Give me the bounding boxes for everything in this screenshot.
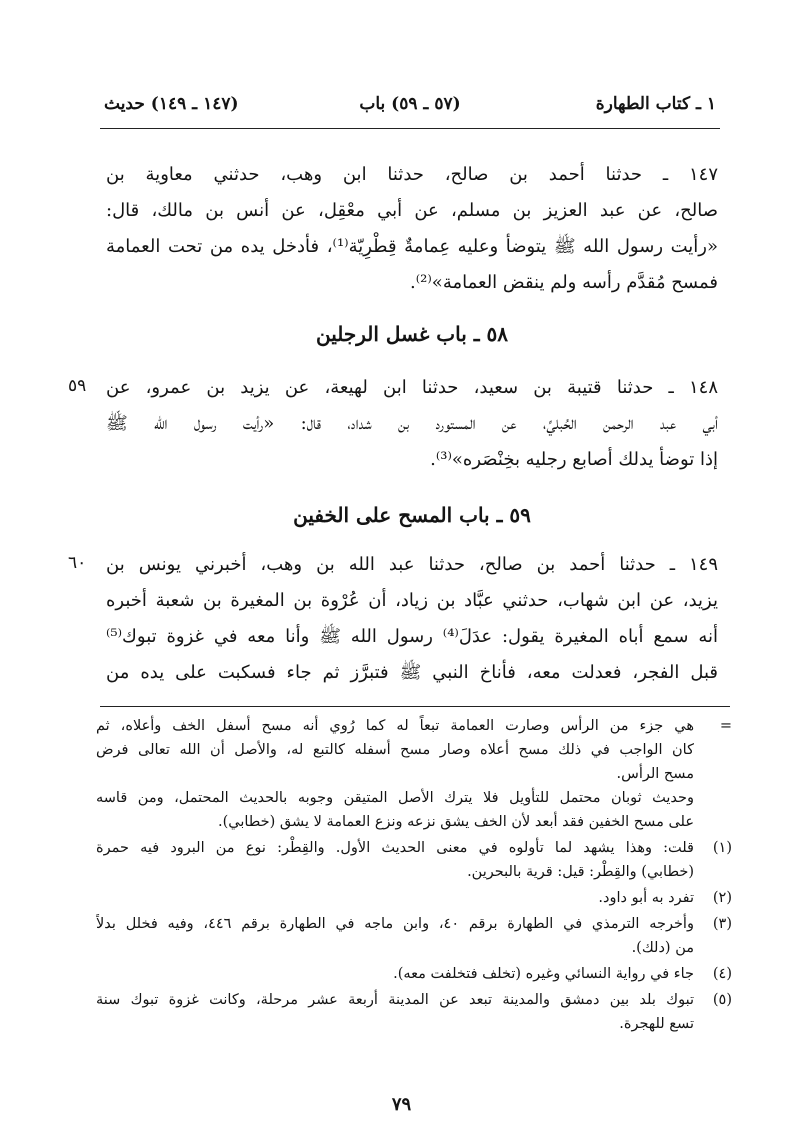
text-line: صالح، عن عبد العزيز بن مسلم، عن أبي معْقِل، عن أنس بن مالك، قال: xyxy=(106,200,718,221)
footnote-line: على مسح الخفين فقد أبعد لأن الخف يشق نزعه ونزع العمامة لا يشق (خطابي). xyxy=(217,814,694,830)
margin-number: ٦٠ xyxy=(68,553,87,573)
text-line: ١٤٨ ـ حدثنا قتيبة بن سعيد، حدثنا ابن لهيعة، عن يزيد بن عمرو، عن xyxy=(106,377,718,398)
footnote-3 xyxy=(96,912,732,960)
chapter-heading-58: ٥٨ ـ باب غسل الرجلين xyxy=(315,322,509,346)
header-chapter-range: (٥٧ ـ ٥٩) باب xyxy=(359,94,461,114)
footnotes xyxy=(96,714,732,1036)
text-line: ١٤٩ ـ حدثنا أحمد بن صالح، حدثنا عبد الله بن وهب، أخبرني يونس بن xyxy=(106,554,718,575)
footnote-marker: (٤) xyxy=(712,966,732,982)
footnote-1 xyxy=(96,836,732,884)
footnote-marker: (٥) xyxy=(712,992,732,1008)
footnote-line: هي جزء من الرأس وصارت العمامة تبعاً له كما رُوي أنه مسح أسفل الخف وأعلاه، ثم xyxy=(96,718,694,734)
header-hadith-range: (١٤٧ ـ ١٤٩) حديث xyxy=(104,94,239,114)
header-rule xyxy=(100,128,720,129)
footnote-2 xyxy=(96,886,732,910)
footnote-rule xyxy=(100,706,730,707)
footnote-line: تفرد به أبو داود. xyxy=(598,890,694,906)
footnote-line: كان الواجب في ذلك مسح أعلاه وصار مسح أسفله كالتبع له، والأصل أن الله تعالى فرض xyxy=(96,742,694,758)
text-line: أنه سمع أباه المغيرة يقول: عدَلَ⁽⁴⁾ رسول الله ﷺ وأنا معه في غزوة تبوك⁽⁵⁾ xyxy=(106,626,718,647)
text-line: فمسح مُقدَّم رأسه ولم ينقض العمامة»⁽²⁾. xyxy=(410,272,718,293)
hadith-147 xyxy=(106,157,718,301)
text-line: «رأيت رسول الله ﷺ يتوضأ وعليه عِمامةٌ قِطْرِيّة⁽¹⁾، فأدخل يده من تحت العمامة xyxy=(106,236,718,257)
footnote-marker: (١) xyxy=(712,840,732,856)
footnote-5 xyxy=(96,988,732,1036)
text-line: قبل الفجر، فعدلت معه، فأناخ النبي ﷺ فتبرَّز ثم جاء فسكبت على يده من xyxy=(106,662,718,683)
footnote-paragraph xyxy=(96,786,732,834)
footnote-line: قلت: وهذا يشهد لما تأولوه في معنى الحديث الأول. والقِطْر: نوع من البرود فيه حمرة xyxy=(96,840,694,856)
footnote-line: جاء في رواية النسائي وغيره (تخلف فتخلفت معه). xyxy=(393,966,694,982)
footnote-4 xyxy=(96,962,732,986)
footnote-line: وأخرجه الترمذي في الطهارة برقم ٤٠، وابن ماجه في الطهارة برقم ٤٤٦، وفيه فخلل بدلاً xyxy=(96,916,694,932)
footnote-line: وحديث ثوبان محتمل للتأويل فلا يترك الأصل المتيقن وجوبه بالحديث المحتمل، ومن قاسه xyxy=(96,790,694,806)
text-line: يزيد، عن ابن شهاب، حدثني عبَّاد بن زياد، أن عُرْوة بن المغيرة بن شعبة أخبره xyxy=(106,590,718,611)
text-line: إذا توضأ يدلك أصابع رجليه بخِنْصَره»⁽³⁾. xyxy=(430,449,718,470)
chapter-heading-59: ٥٩ ـ باب المسح على الخفين xyxy=(293,503,531,527)
footnote-continuation xyxy=(96,714,732,786)
header-book-title: ١ ـ كتاب الطهارة xyxy=(595,94,716,114)
footnote-marker: (٣) xyxy=(712,916,732,932)
running-header xyxy=(104,94,716,120)
page-number: ٧٩ xyxy=(391,1094,412,1115)
footnote-line: مسح الرأس. xyxy=(616,766,694,782)
hadith-148 xyxy=(106,370,718,478)
footnote-marker: = xyxy=(719,718,732,734)
hadith-149 xyxy=(106,547,718,691)
text-line: ١٤٧ ـ حدثنا أحمد بن صالح، حدثنا ابن وهب، حدثني معاوية بن xyxy=(106,164,718,185)
margin-number: ٥٩ xyxy=(68,376,87,396)
footnote-marker: (٢) xyxy=(712,890,732,906)
footnote-line: تسع للهجرة. xyxy=(619,1016,694,1032)
footnote-line: (خطابي) والقِطْر: قيل: قرية بالبحرين. xyxy=(467,864,694,880)
footnote-line: من (دلك). xyxy=(631,940,694,956)
footnote-line: تبوك بلد بين دمشق والمدينة تبعد عن المدينة أربعة عشر مرحلة، وكانت غزوة تبوك سنة xyxy=(96,992,694,1008)
text-line: أبي عبد الرحمن الحُبليِّ، عن المستورد بن شداد، قال: «رأيت رسول الله ﷺ xyxy=(106,413,718,434)
